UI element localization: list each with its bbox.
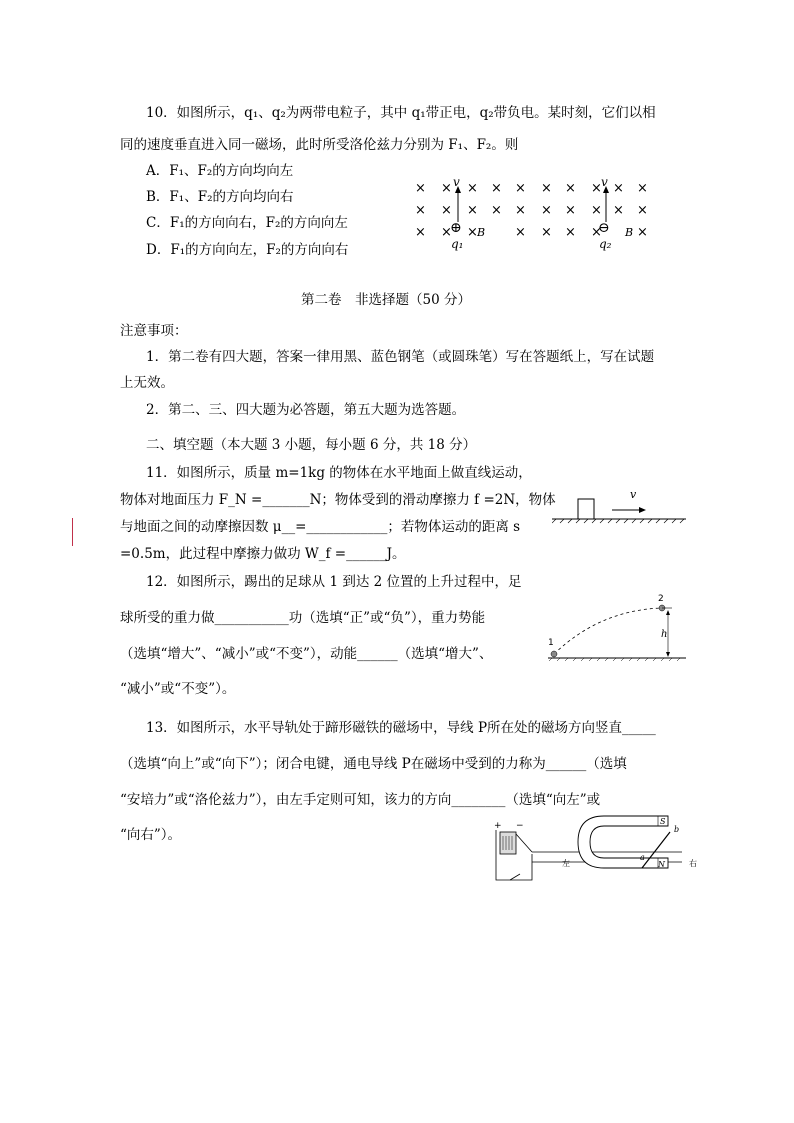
- svg-text:×: ×: [467, 181, 478, 196]
- velocity-label-q1: v: [453, 175, 460, 189]
- svg-text:×: ×: [541, 203, 552, 218]
- svg-text:×: ×: [491, 203, 502, 218]
- velocity-label-q2: v: [601, 175, 608, 189]
- battery-plus: +: [494, 821, 502, 831]
- ball-position-1: [551, 651, 557, 657]
- block: [578, 499, 594, 519]
- q11-line1: 11．如图所示，质量 m=1kg 的物体在水平地面上做直线运动，: [146, 465, 532, 481]
- svg-text:×: ×: [591, 181, 602, 196]
- b-label-1: B: [477, 226, 486, 239]
- svg-text:×: ×: [515, 203, 526, 218]
- svg-text:×: ×: [541, 181, 552, 196]
- notice-1b: 上无效。: [120, 375, 174, 391]
- position-1-label: 1: [548, 638, 554, 648]
- svg-text:×: ×: [491, 181, 502, 196]
- svg-text:×: ×: [415, 225, 426, 240]
- svg-text:×: ×: [637, 181, 648, 196]
- q10-option-b: B．F₁、F₂的方向均向右: [146, 189, 294, 205]
- q10-option-d: D．F₁的方向向左，F₂的方向向右: [146, 242, 349, 258]
- svg-text:×: ×: [467, 203, 478, 218]
- conductor-end-b: b: [674, 825, 680, 834]
- svg-text:×: ×: [591, 225, 602, 240]
- switch-icon: [510, 874, 520, 880]
- football-trajectory-figure: [540, 590, 690, 666]
- svg-text:×: ×: [441, 181, 452, 196]
- q1-label: q₁: [451, 237, 464, 251]
- q11-line2: 物体对地面压力 F_N =_______N；物体受到的滑动摩擦力 f =2N，物体: [120, 492, 556, 508]
- battery-minus: −: [516, 821, 524, 831]
- svg-text:×: ×: [415, 181, 426, 196]
- right-label: 右: [689, 859, 697, 868]
- section-title: 第二卷 非选择题（50 分）: [301, 292, 471, 308]
- svg-text:×: ×: [515, 225, 526, 240]
- pole-s: S: [660, 817, 666, 826]
- q11-line3: 与地面之间的动摩擦因数 μ__=____________；若物体运动的距离 s: [120, 519, 521, 535]
- q13-line3: “安培力”或“洛伦兹力”），由左手定则可知，该力的方向________（选填“向左”或: [120, 792, 601, 808]
- q2-label: q₂: [599, 237, 612, 251]
- svg-text:×: ×: [613, 181, 624, 196]
- notice-title: 注意事项：: [120, 323, 188, 339]
- ground-hatch: [552, 519, 684, 523]
- margin-mark: [72, 518, 73, 546]
- svg-text:×: ×: [515, 181, 526, 196]
- q13-line2: （选填“向上”或“向下”）；闭合电键，通电导线 P在磁场中受到的力称为______（选填: [120, 756, 627, 772]
- svg-text:×: ×: [637, 225, 648, 240]
- q12-line1: 12．如图所示，踢出的足球从 1 到达 2 位置的上升过程中，足: [146, 574, 522, 590]
- q12-line3: （选填“增大”、“减小”或“不变”），动能______（选填“增大”、: [120, 646, 493, 662]
- q10-option-c: C．F₁的方向向右，F₂的方向向左: [146, 215, 348, 231]
- battery-icon: [500, 832, 516, 854]
- svg-text:×: ×: [415, 203, 426, 218]
- svg-text:×: ×: [441, 225, 452, 240]
- q12-line4: “减小”或“不变”）。: [120, 681, 236, 697]
- velocity-label: v: [630, 488, 637, 501]
- notice-2: 2．第二、三、四大题为必答题，第五大题为选答题。: [146, 402, 466, 418]
- svg-text:×: ×: [565, 203, 576, 218]
- notice-1a: 1．第二卷有四大题，答案一律用黑、蓝色钢笔（或圆珠笔）写在答题纸上，写在试题: [146, 349, 655, 365]
- q12-line2: 球所受的重力做___________功（选填“正”或“负”），重力势能: [120, 610, 486, 626]
- svg-text:×: ×: [565, 181, 576, 196]
- q10-option-a: A．F₁、F₂的方向均向左: [146, 163, 294, 179]
- left-label: 左: [562, 859, 570, 868]
- part-title: 二、填空题（本大题 3 小题，每小题 6 分，共 18 分）: [146, 437, 477, 453]
- magnetic-field-figure: [405, 172, 665, 252]
- svg-text:×: ×: [637, 203, 648, 218]
- negative-charge-icon: ⊖: [598, 220, 610, 236]
- height-label: h: [661, 629, 668, 640]
- q13-line4: “向右”）。: [120, 827, 182, 843]
- trajectory-path: [554, 608, 662, 654]
- b-label-2: B: [625, 226, 634, 239]
- conductor-end-a: a: [640, 853, 645, 862]
- horseshoe-magnet-figure: [486, 810, 706, 886]
- svg-text:×: ×: [441, 203, 452, 218]
- q10-stem-line1: 10．如图所示，q₁、q₂为两带电粒子，其中 q₁带正电，q₂带负电。某时刻，它们以相: [146, 105, 656, 121]
- block-on-ground-figure: [552, 486, 692, 526]
- svg-text:×: ×: [467, 225, 478, 240]
- svg-text:×: ×: [541, 225, 552, 240]
- pole-n: N: [658, 860, 665, 869]
- svg-text:×: ×: [591, 203, 602, 218]
- q10-stem-line2: 同的速度垂直进入同一磁场，此时所受洛伦兹力分别为 F₁、F₂。则: [120, 137, 519, 153]
- positive-charge-icon: ⊕: [450, 220, 462, 236]
- q11-line4: =0.5m，此过程中摩擦力做功 W_f =______J。: [120, 546, 406, 562]
- magnet-body: [578, 816, 668, 868]
- svg-text:×: ×: [565, 225, 576, 240]
- svg-text:×: ×: [613, 203, 624, 218]
- q13-line1: 13．如图所示，水平导轨处于蹄形磁铁的磁场中，导线 P所在处的磁场方向竖直_____: [146, 720, 656, 736]
- position-2-label: 2: [658, 594, 664, 604]
